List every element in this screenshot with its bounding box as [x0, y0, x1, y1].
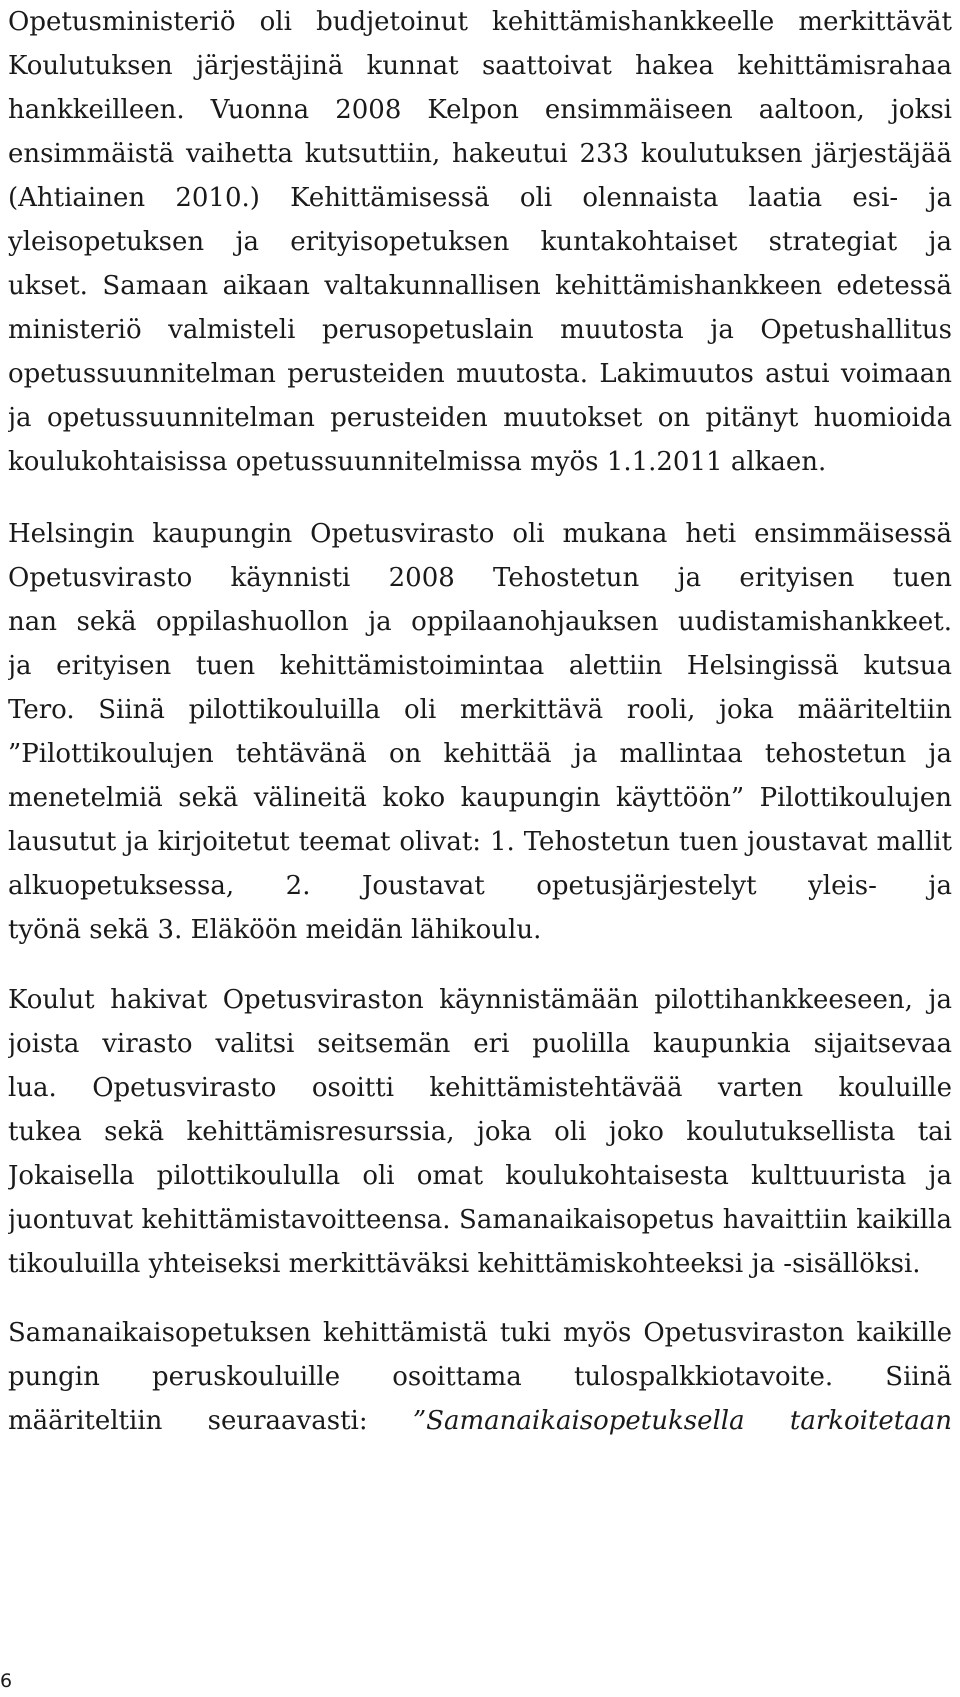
- text-line: hankkeilleen. Vuonna 2008 Kelpon ensimmäiseen aaltoon, joksi: [8, 95, 952, 125]
- text-line: opetussuunnitelman perusteiden muutosta. Lakimuutos astui voimaan: [8, 359, 952, 389]
- text-line: Opetusvirasto käynnisti 2008 Tehostetun ja erityisen tuen: [8, 563, 952, 593]
- text-fragment: määriteltiin seuraavasti:: [8, 1406, 413, 1436]
- paragraph-1: [8, 0, 952, 484]
- text-line: pungin peruskouluille osoittama tulospalkkiotavoite. Siinä: [8, 1362, 952, 1392]
- text-line: (Ahtiainen 2010.) Kehittämisessä oli olennaista laatia esi- ja: [8, 183, 952, 213]
- text-line: lua. Opetusvirasto osoitti kehittämistehtävää varten kouluille: [8, 1073, 952, 1103]
- text-line: Helsingin kaupungin Opetusvirasto oli mukana heti ensimmäisessä: [8, 519, 952, 549]
- text-line: nan sekä oppilashuollon ja oppilaanohjauksen uudistamishankkeet.: [8, 607, 952, 637]
- text-line: ja opetussuunnitelman perusteiden muutokset on pitänyt huomioida: [8, 403, 952, 433]
- text-line: alkuopetuksessa, 2. Joustavat opetusjärjestelyt yleis- ja: [8, 871, 952, 901]
- text-line: ja erityisen tuen kehittämistoimintaa alettiin Helsingissä kutsua: [8, 651, 952, 681]
- text-line: lausutut ja kirjoitetut teemat olivat: 1. Tehostetun tuen joustavat mallit: [8, 827, 952, 857]
- text-line: Jokaisella pilottikoululla oli omat koulukohtaisesta kulttuurista ja: [8, 1161, 952, 1191]
- text-line: Tero. Siinä pilottikouluilla oli merkittävä rooli, joka määriteltiin: [8, 695, 952, 725]
- paragraph-3: [8, 978, 952, 1286]
- text-line: ukset. Samaan aikaan valtakunnallisen kehittämishankkeen edetessä: [8, 271, 952, 301]
- text-line: ministeriö valmisteli perusopetuslain muutosta ja Opetushallitus: [8, 315, 952, 345]
- text-line: työnä sekä 3. Eläköön meidän lähikoulu.: [8, 915, 542, 945]
- page-number: 6: [0, 1670, 13, 1692]
- text-line: joista virasto valitsi seitsemän eri puolilla kaupunkia sijaitsevaa: [8, 1029, 952, 1059]
- text-line: Samanaikaisopetuksen kehittämistä tuki myös Opetusviraston kaikille: [8, 1318, 952, 1348]
- text-line: ensimmäistä vaihetta kutsuttiin, hakeutui 233 koulutuksen järjestäjää: [8, 139, 952, 169]
- paragraph-4: [8, 1311, 952, 1443]
- text-line: koulukohtaisissa opetussuunnitelmissa myös 1.1.2011 alkaen.: [8, 447, 827, 477]
- text-line: tikouluilla yhteiseksi merkittäväksi kehittämiskohteeksi ja -sisällöksi.: [8, 1249, 921, 1279]
- text-line: yleisopetuksen ja erityisopetuksen kuntakohtaiset strategiat ja: [8, 227, 952, 257]
- text-line: Opetusministeriö oli budjetoinut kehittämishankkeelle merkittävät: [8, 7, 952, 37]
- text-line: menetelmiä sekä välineitä koko kaupungin käyttöön” Pilottikoulujen: [8, 783, 952, 813]
- text-line: Koulut hakivat Opetusviraston käynnistämään pilottihankkeeseen, ja: [8, 985, 952, 1015]
- italic-quote: ”Samanaikaisopetuksella tarkoitetaan: [412, 1406, 952, 1436]
- paragraph-2: [8, 512, 952, 952]
- text-line: Koulutuksen järjestäjinä kunnat saattoivat hakea kehittämisrahaa: [8, 51, 952, 81]
- text-line: [8, 1399, 952, 1443]
- text-line: tukea sekä kehittämisresurssia, joka oli joko koulutuksellista tai: [8, 1117, 952, 1147]
- text-line: juontuvat kehittämistavoitteensa. Samanaikaisopetus havaittiin kaikilla: [8, 1205, 952, 1235]
- text-line: ”Pilottikoulujen tehtävänä on kehittää ja mallintaa tehostetun ja: [8, 739, 952, 769]
